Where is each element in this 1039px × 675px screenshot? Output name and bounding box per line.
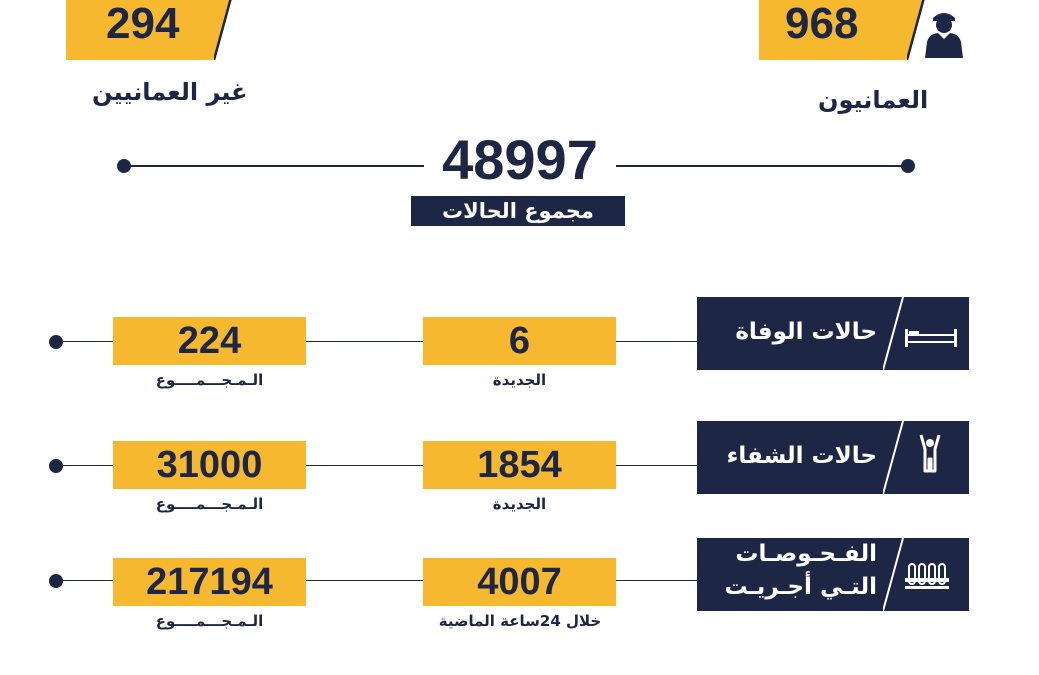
recovered-new-value: 1854 (423, 441, 616, 489)
recovered-new-caption: الجديدة (492, 495, 547, 513)
total-dot-left (117, 159, 131, 173)
tests-new-caption: خلال 24ساعة الماضية (438, 612, 602, 630)
omanis-count: 968 (785, 0, 859, 48)
omanis-person-icon (920, 8, 968, 62)
total-cases-label: مجموع الحالات (411, 196, 625, 226)
total-line-right (616, 165, 908, 167)
test-tubes-icon (883, 538, 969, 611)
non-omanis-label: غير العمانيين (92, 78, 248, 106)
deaths-category-label: حالات الوفاة (735, 319, 877, 345)
row-dot (49, 574, 63, 588)
tests-total-value: 217194 (113, 558, 306, 606)
non-omanis-count: 294 (106, 0, 180, 48)
non-omanis-icon-panel (214, 0, 284, 60)
row-dot (49, 335, 63, 349)
deaths-new-caption: الجديدة (492, 371, 547, 389)
bed-icon (883, 297, 969, 370)
tests-category (697, 538, 969, 611)
omanis-label: العمانيون (818, 86, 929, 114)
tests-category-label-line2: التـي أجـريـت (724, 574, 877, 600)
total-line-left (124, 165, 424, 167)
total-dot-right (901, 159, 915, 173)
deaths-total-value: 224 (113, 317, 306, 365)
non-omanis-card (66, 0, 284, 60)
tests-total-caption: الـمـجـــمــــوع (155, 612, 264, 630)
recovered-total-caption: الـمـجـــمــــوع (155, 495, 264, 513)
deaths-category (697, 297, 969, 370)
recovered-category (697, 421, 969, 494)
recovered-category-label: حالات الشفاء (726, 443, 877, 469)
deaths-total-caption: الـمـجـــمــــوع (155, 371, 264, 389)
tests-category-label-line1: الفـحـوصـات (735, 541, 877, 567)
tests-new-value: 4007 (423, 558, 616, 606)
deaths-new-value: 6 (423, 317, 616, 365)
total-cases-count: 48997 (442, 128, 598, 191)
recovered-person-icon (883, 421, 969, 494)
recovered-total-value: 31000 (113, 441, 306, 489)
row-dot (49, 459, 63, 473)
